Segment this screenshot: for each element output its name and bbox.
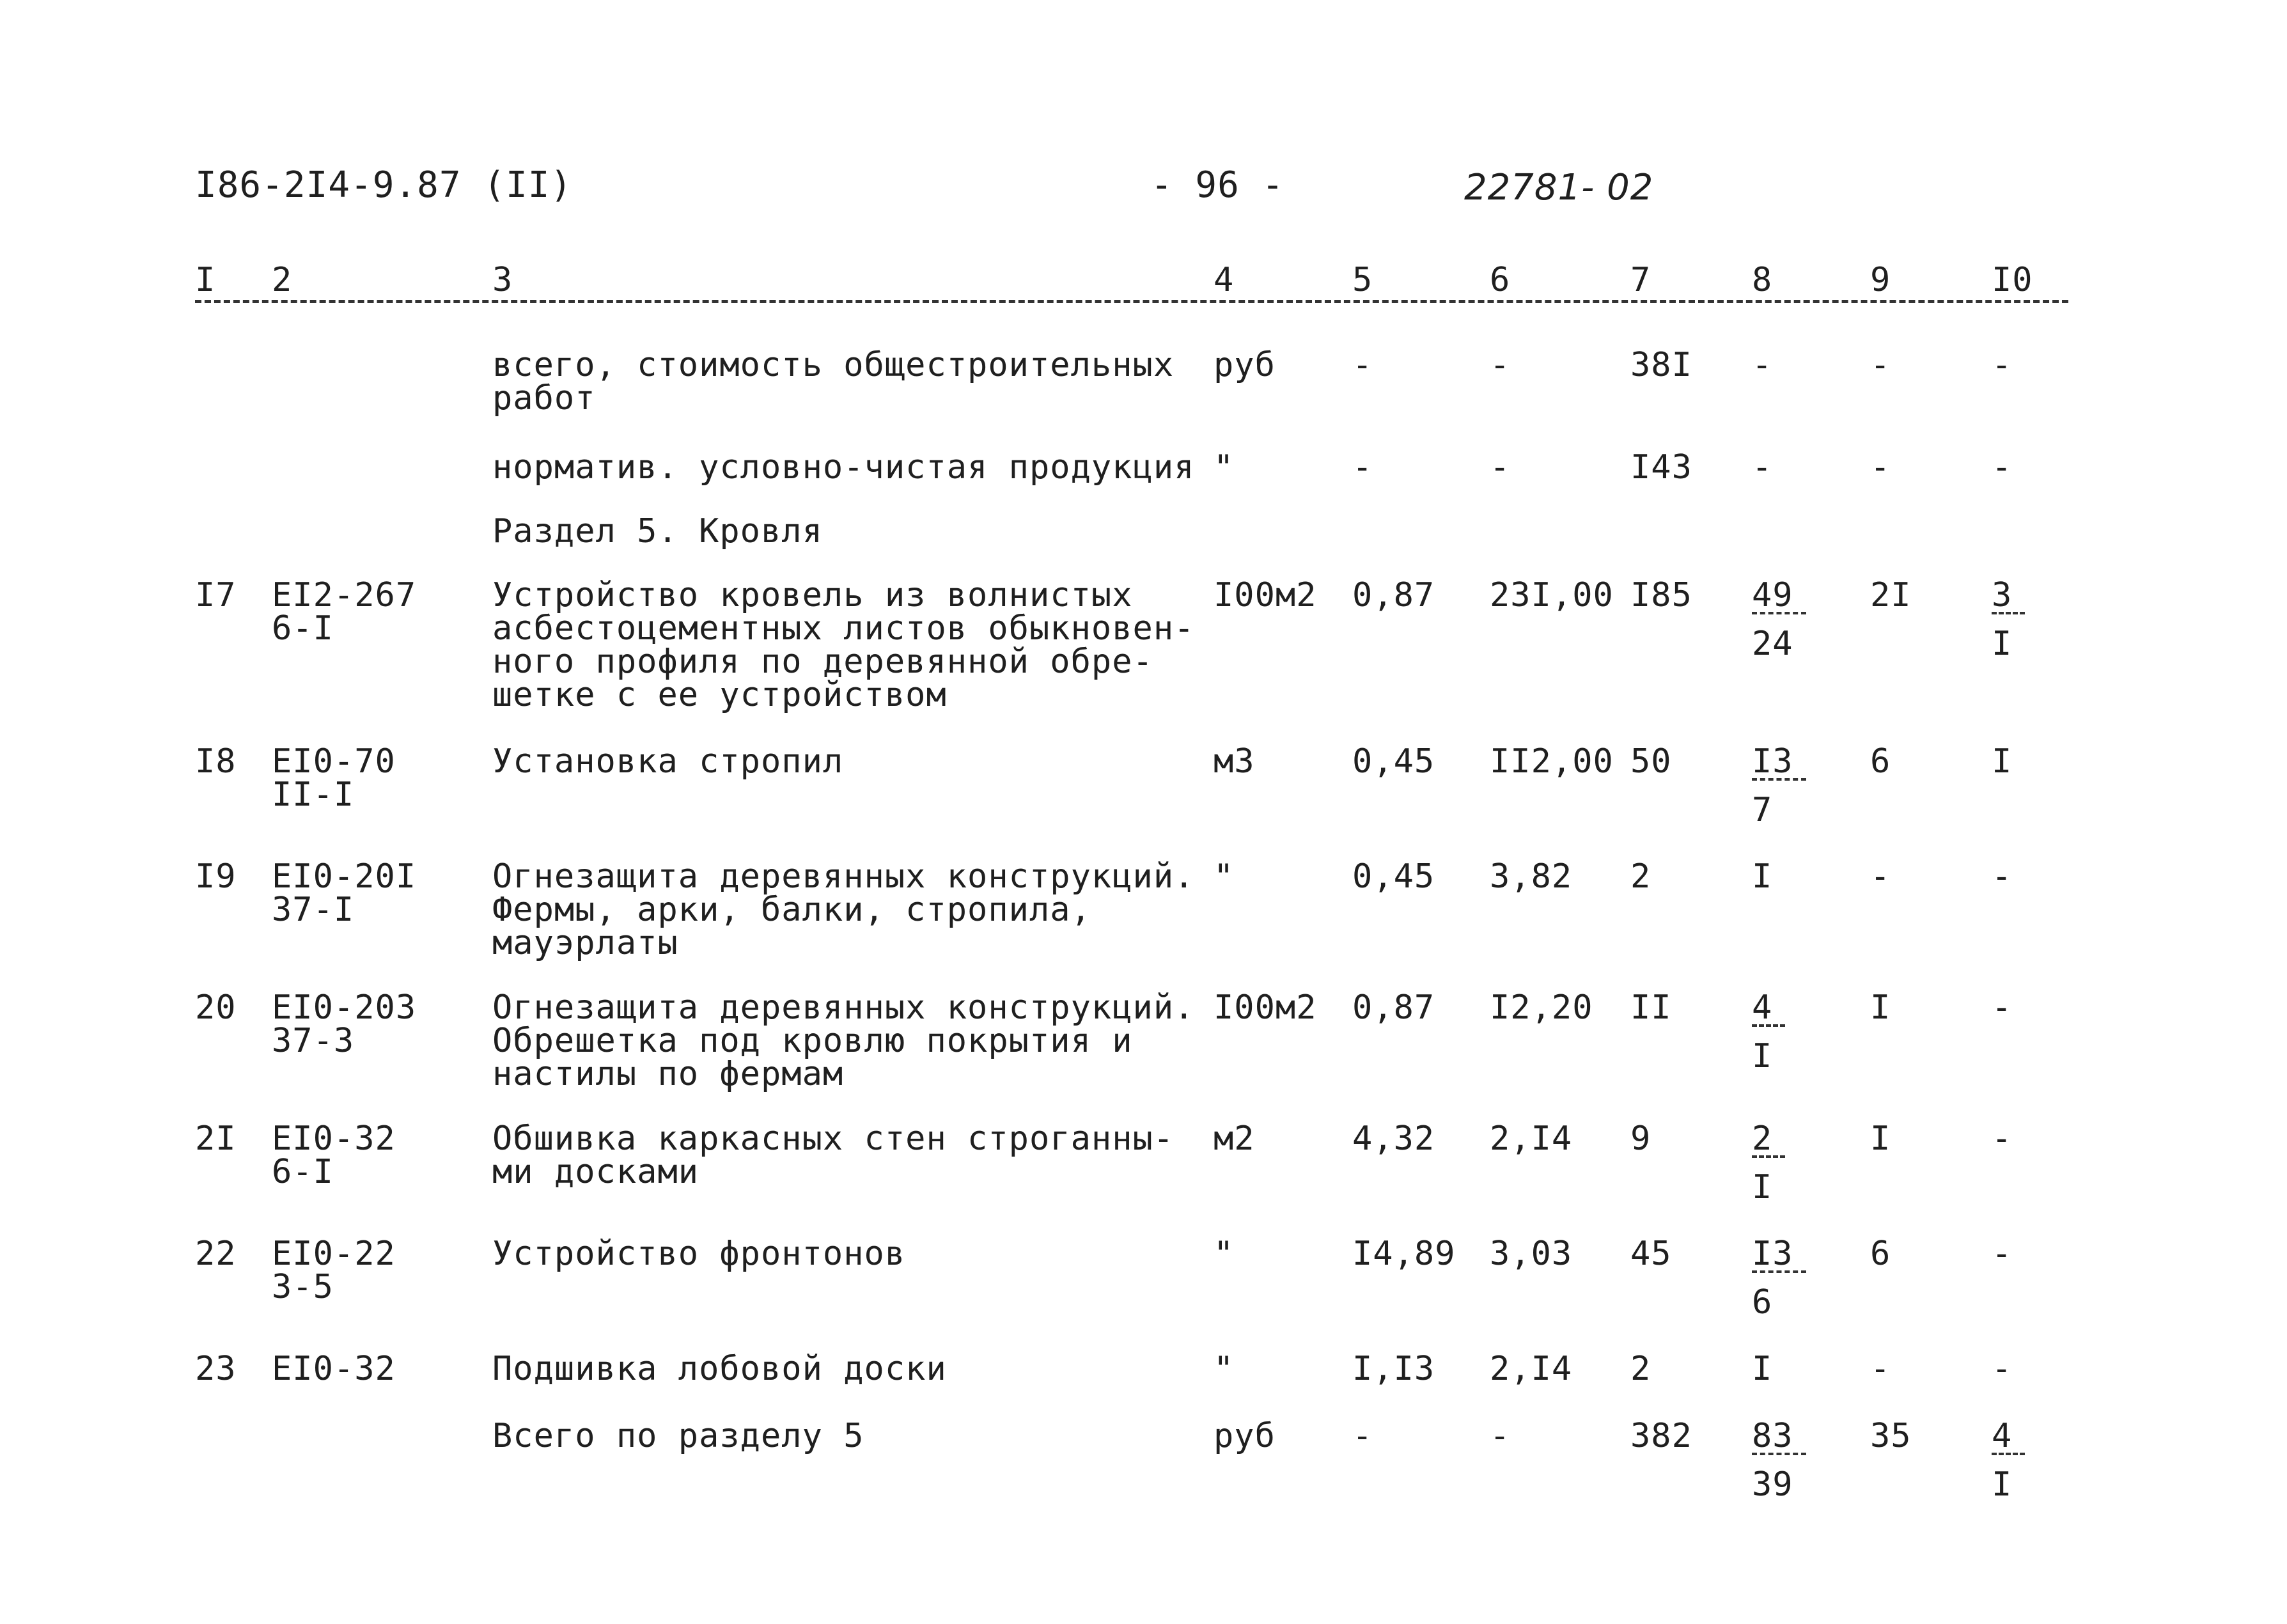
col8-numerator: 2: [1752, 1122, 1785, 1158]
col8-numerator: I3: [1752, 745, 1806, 781]
col10-numerator: -: [1992, 346, 2013, 384]
col8-value: [1752, 1352, 1816, 1386]
unit-cost: 2,I4: [1490, 1120, 1573, 1158]
description-line: Огнезащита деревянных конструкций.: [492, 988, 1195, 1027]
unit: руб: [1214, 1417, 1276, 1455]
description-line: Устройство фронтонов: [492, 1235, 906, 1273]
col10-value: [1992, 1120, 2056, 1158]
rate-code-sub: 37-3: [272, 1022, 355, 1060]
row-number: I9: [195, 857, 237, 896]
unit: м3: [1214, 742, 1255, 781]
description-line: ного профиля по деревянной обре-: [492, 643, 1153, 681]
rate-code-sub: 6-I: [272, 1153, 334, 1191]
description-line: норматив. условно-чистая продукция: [492, 448, 1195, 487]
doc-code: I86-2I4-9.87 (II): [195, 164, 573, 206]
col8-denominator: 39: [1752, 1465, 1793, 1504]
total-cost: II: [1630, 988, 1672, 1027]
col8-denominator: 7: [1752, 791, 1773, 829]
total-cost: 45: [1630, 1235, 1672, 1273]
col8-denominator: I: [1752, 1037, 1773, 1075]
col8-value: [1752, 576, 1816, 663]
total-cost: 2: [1630, 857, 1651, 896]
handwritten-reference: 22781- 02: [1464, 167, 1654, 208]
total-cost: 38I: [1630, 346, 1692, 384]
description-line: шетке с ее устройством: [492, 676, 947, 714]
col8-value: [1752, 988, 1816, 1075]
col9-value: I: [1870, 988, 1891, 1027]
col8-denominator: 24: [1752, 625, 1793, 663]
col10-numerator: 3: [1992, 579, 2025, 614]
quantity: -: [1352, 346, 1373, 384]
col10-value: [1992, 1352, 2056, 1386]
quantity: 0,45: [1352, 857, 1435, 896]
col8-value: [1752, 1122, 1816, 1204]
description-line: настилы по фермам: [492, 1055, 844, 1093]
col8-numerator: I3: [1752, 1237, 1806, 1273]
quantity: I4,89: [1352, 1235, 1456, 1273]
col8-value: [1752, 1235, 1816, 1322]
rate-code: EI0-20I: [272, 857, 417, 896]
column-header-7: 7: [1630, 261, 1651, 299]
rate-code-sub: 3-5: [272, 1268, 334, 1306]
column-header-9: 9: [1870, 261, 1891, 299]
unit-cost: 3,03: [1490, 1235, 1573, 1273]
unit: ": [1214, 448, 1235, 487]
column-header-2: 2: [272, 261, 293, 299]
rate-code: EI0-32: [272, 1120, 396, 1158]
description-line: Раздел 5. Кровля: [492, 512, 823, 550]
column-header-underline: [195, 300, 2068, 303]
description-line: работ: [492, 379, 596, 418]
row-number: 22: [195, 1235, 237, 1273]
col9-value: -: [1870, 857, 1891, 896]
column-header-3: 3: [492, 261, 513, 299]
column-header-6: 6: [1490, 261, 1511, 299]
unit-cost: -: [1490, 1417, 1511, 1455]
description-line: всего, стоимость общестроительных: [492, 346, 1175, 384]
col10-value: [1992, 1235, 2056, 1273]
col8-value: [1752, 348, 1816, 382]
unit-cost: II2,00: [1490, 742, 1614, 781]
rate-code: EI0-32: [272, 1350, 396, 1388]
col8-numerator: -: [1752, 346, 1773, 384]
total-cost: 50: [1630, 742, 1672, 781]
rate-code: EI0-22: [272, 1235, 396, 1273]
page-number: - 96 -: [1151, 164, 1284, 206]
row-number: 2I: [195, 1120, 237, 1158]
col10-value: [1992, 988, 2056, 1027]
rate-code: EI0-203: [272, 988, 417, 1027]
col8-numerator: I: [1752, 1350, 1773, 1388]
col8-numerator: 4: [1752, 991, 1785, 1027]
description-line: Обшивка каркасных стен строганны-: [492, 1120, 1175, 1158]
col10-value: [1992, 576, 2056, 663]
unit: м2: [1214, 1120, 1255, 1158]
description-line: Устройство кровель из волнистых: [492, 576, 1133, 614]
rate-code: EI0-70: [272, 742, 396, 781]
col9-value: 6: [1870, 742, 1891, 781]
col10-denominator: I: [1992, 1465, 2013, 1504]
col8-numerator: 83: [1752, 1419, 1806, 1455]
quantity: -: [1352, 1417, 1373, 1455]
col8-value: [1752, 515, 1816, 548]
col8-value: [1752, 448, 1816, 487]
rate-code: EI2-267: [272, 576, 417, 614]
unit-cost: 2,I4: [1490, 1350, 1573, 1388]
description-line: Подшивка лобовой доски: [492, 1350, 947, 1388]
col10-denominator: I: [1992, 625, 2013, 663]
unit-cost: 3,82: [1490, 857, 1573, 896]
col10-numerator: -: [1992, 1120, 2013, 1158]
col8-value: [1752, 742, 1816, 829]
quantity: 0,87: [1352, 576, 1435, 614]
description-line: Установка стропил: [492, 742, 844, 781]
col8-denominator: 6: [1752, 1283, 1773, 1322]
col8-numerator: -: [1752, 448, 1773, 487]
description-line: мауэрлаты: [492, 924, 678, 962]
col10-numerator: -: [1992, 1350, 2013, 1388]
unit-cost: -: [1490, 346, 1511, 384]
unit: I00м2: [1214, 576, 1317, 614]
description-line: ми досками: [492, 1153, 699, 1191]
row-number: 20: [195, 988, 237, 1027]
col10-numerator: -: [1992, 1235, 2013, 1273]
quantity: 0,45: [1352, 742, 1435, 781]
rate-code-sub: II-I: [272, 776, 355, 814]
col10-numerator: 4: [1992, 1419, 2025, 1455]
col10-value: [1992, 857, 2056, 896]
unit-cost: I2,20: [1490, 988, 1593, 1027]
unit: ": [1214, 857, 1235, 896]
col10-value: [1992, 1417, 2056, 1504]
col8-value: [1752, 857, 1816, 896]
column-header-8: 8: [1752, 261, 1773, 299]
quantity: 4,32: [1352, 1120, 1435, 1158]
unit-cost: 23I,00: [1490, 576, 1614, 614]
col9-value: -: [1870, 448, 1891, 487]
rate-code-sub: 37-I: [272, 891, 355, 929]
description-line: Обрешетка под кровлю покрытия и: [492, 1022, 1133, 1060]
column-header-4: 4: [1214, 261, 1235, 299]
description-line: Всего по разделу 5: [492, 1417, 864, 1455]
col9-value: I: [1870, 1120, 1891, 1158]
row-number: 23: [195, 1350, 237, 1388]
col10-numerator: I: [1992, 742, 2013, 781]
total-cost: I43: [1630, 448, 1692, 487]
column-header-1: I: [195, 261, 216, 299]
description-line: Фермы, арки, балки, стропила,: [492, 891, 1091, 929]
row-number: I8: [195, 742, 237, 781]
quantity: I,I3: [1352, 1350, 1435, 1388]
col10-numerator: -: [1992, 988, 2013, 1027]
description-line: асбестоцементных листов обыкновен-: [492, 609, 1195, 648]
quantity: -: [1352, 448, 1373, 487]
unit: ": [1214, 1350, 1235, 1388]
quantity: 0,87: [1352, 988, 1435, 1027]
col9-value: -: [1870, 346, 1891, 384]
row-number: I7: [195, 576, 237, 614]
col9-value: 6: [1870, 1235, 1891, 1273]
description-line: Огнезащита деревянных конструкций.: [492, 857, 1195, 896]
total-cost: 382: [1630, 1417, 1692, 1455]
col10-numerator: -: [1992, 448, 2013, 487]
col8-value: [1752, 1417, 1816, 1504]
col8-numerator: 49: [1752, 579, 1806, 614]
unit: руб: [1214, 346, 1276, 384]
unit-cost: -: [1490, 448, 1511, 487]
unit: I00м2: [1214, 988, 1317, 1027]
col10-value: [1992, 515, 2056, 548]
col10-value: [1992, 348, 2056, 382]
unit: ": [1214, 1235, 1235, 1273]
column-header-5: 5: [1352, 261, 1373, 299]
total-cost: I85: [1630, 576, 1692, 614]
col9-value: 2I: [1870, 576, 1912, 614]
col8-numerator: I: [1752, 857, 1773, 896]
col10-numerator: -: [1992, 857, 2013, 896]
col10-value: [1992, 448, 2056, 487]
col9-value: 35: [1870, 1417, 1912, 1455]
col9-value: -: [1870, 1350, 1891, 1388]
col8-denominator: I: [1752, 1168, 1773, 1206]
col10-value: [1992, 742, 2056, 781]
column-header-10: I0: [1992, 261, 2033, 299]
total-cost: 2: [1630, 1350, 1651, 1388]
rate-code-sub: 6-I: [272, 609, 334, 648]
total-cost: 9: [1630, 1120, 1651, 1158]
